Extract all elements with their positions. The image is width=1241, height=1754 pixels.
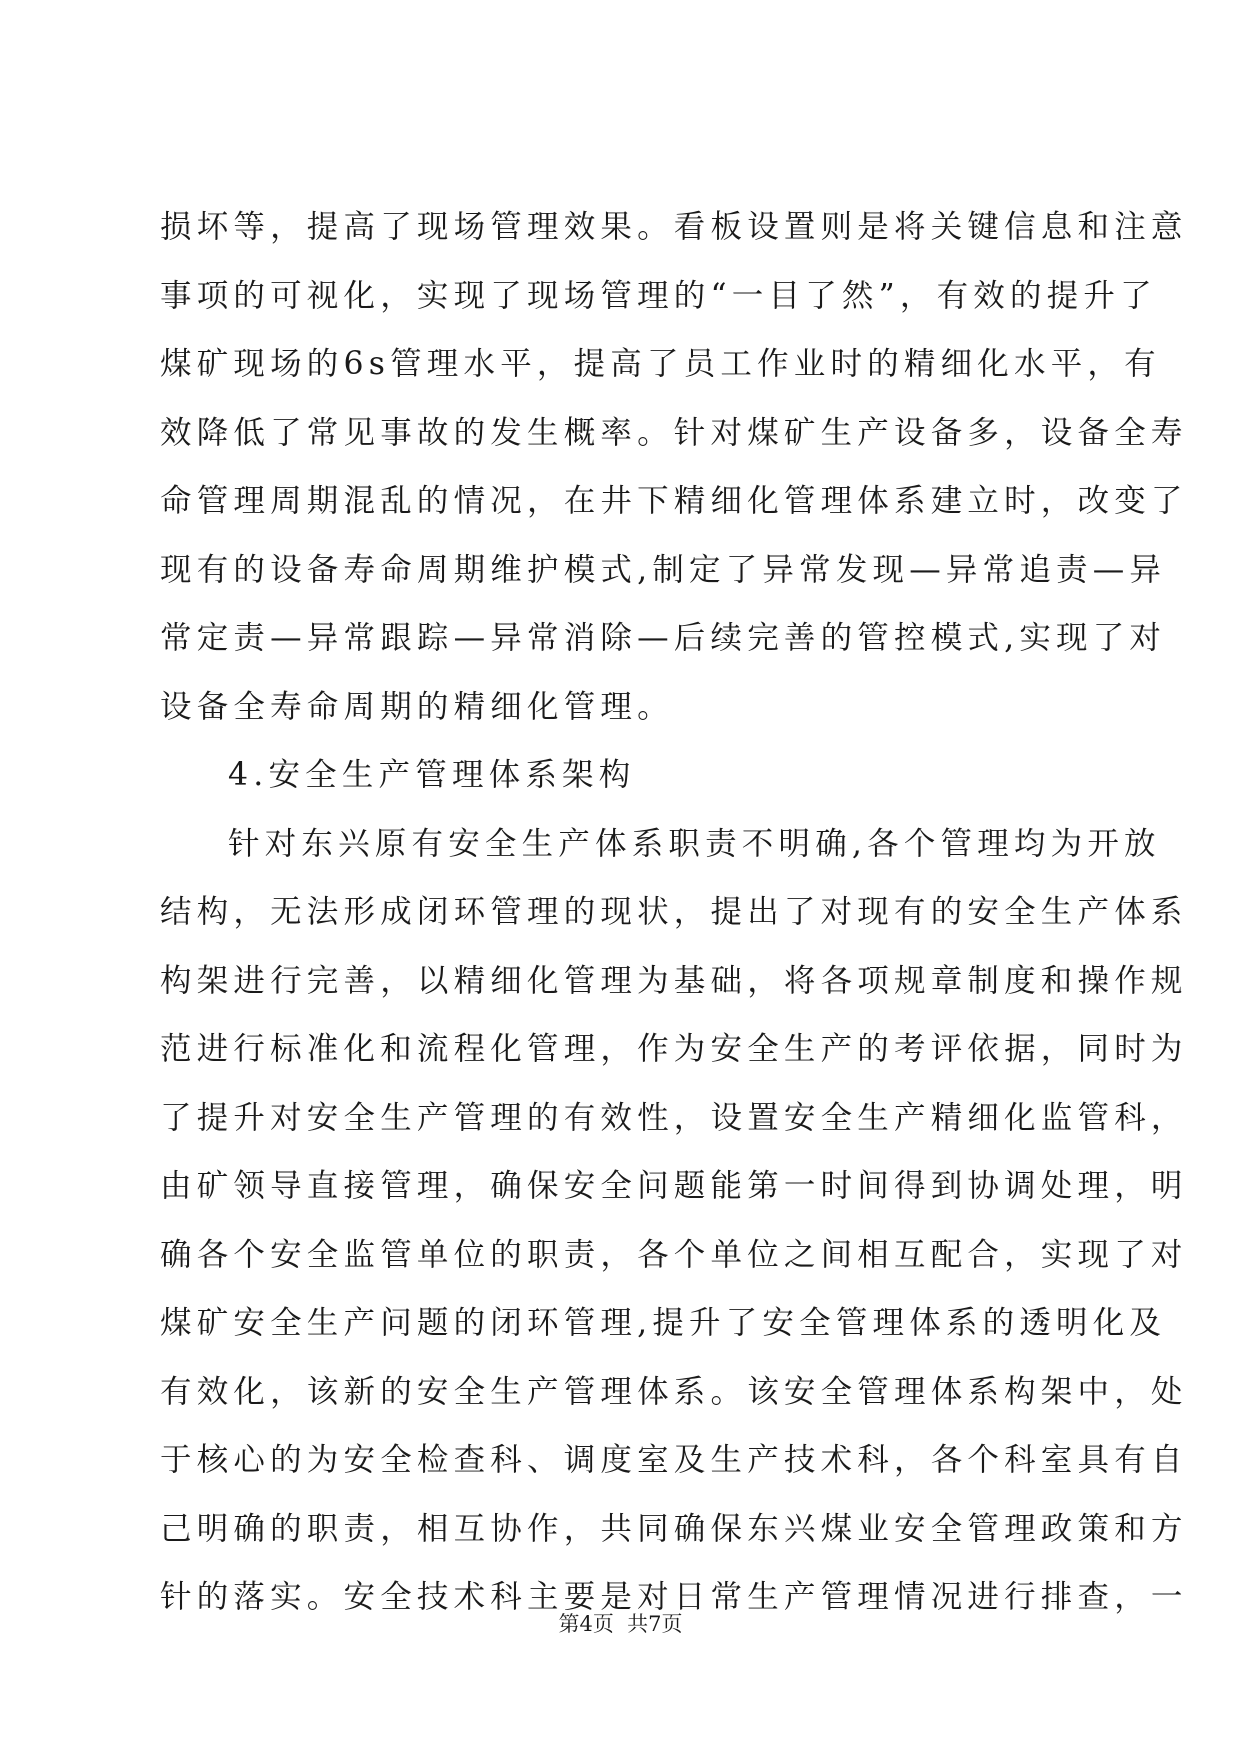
- text-line: 煤矿现场的6s管理水平，提高了员工作业时的精细化水平，有: [160, 346, 1161, 382]
- text-line: 己明确的职责，相互协作，共同确保东兴煤业安全管理政策和方: [160, 1510, 1188, 1547]
- text-line: 范进行标准化和流程化管理，作为安全生产的考评依据，同时为: [160, 1031, 1188, 1067]
- page-number: 第4页 共7页: [558, 1612, 683, 1636]
- text-line: 命管理周期混乱的情况，在井下精细化管理体系建立时，改变了: [160, 483, 1188, 519]
- text-line: 损坏等，提高了现场管理效果。看板设置则是将关键信息和注意: [160, 209, 1188, 245]
- text-line: 常定责—异常跟踪—异常消除—后续完善的管控模式,实现了对: [160, 620, 1167, 656]
- text-line: 于核心的为安全检查科、调度室及生产技术科，各个科室具有自: [160, 1442, 1188, 1478]
- text-line: 针对东兴原有安全生产体系职责不明确,各个管理均为开放: [228, 825, 1161, 862]
- text-line: 针的落实。安全技术科主要是对日常生产管理情况进行排查，一: [160, 1579, 1188, 1615]
- text-line: 有效化，该新的安全生产管理体系。该安全管理体系构架中，处: [160, 1373, 1188, 1410]
- text-line: 结构，无法形成闭环管理的现状，提出了对现有的安全生产体系: [160, 894, 1188, 930]
- text-line: 了提升对安全生产管理的有效性，设置安全生产精细化监管科，: [160, 1099, 1188, 1136]
- text-line: 确各个安全监管单位的职责，各个单位之间相互配合，实现了对: [160, 1236, 1188, 1273]
- text-line: 由矿领导直接管理，确保安全问题能第一时间得到协调处理，明: [160, 1168, 1188, 1204]
- text-line: 设备全寿命周期的精细化管理。: [160, 688, 674, 725]
- text-line: 现有的设备寿命周期维护模式,制定了异常发现—异常追责—异: [160, 551, 1167, 588]
- text-line: 效降低了常见事故的发生概率。针对煤矿生产设备多，设备全寿: [160, 414, 1188, 451]
- text-line: 构架进行完善，以精细化管理为基础，将各项规章制度和操作规: [160, 962, 1188, 999]
- text-line: 煤矿安全生产问题的闭环管理,提升了安全管理体系的透明化及: [160, 1305, 1167, 1341]
- document-body: [160, 198, 1188, 1637]
- page-footer: [0, 1609, 1241, 1639]
- section-heading: 4.安全生产管理体系架构: [228, 757, 636, 793]
- text-line: 事项的可视化，实现了现场管理的“一目了然”，有效的提升了: [160, 277, 1157, 314]
